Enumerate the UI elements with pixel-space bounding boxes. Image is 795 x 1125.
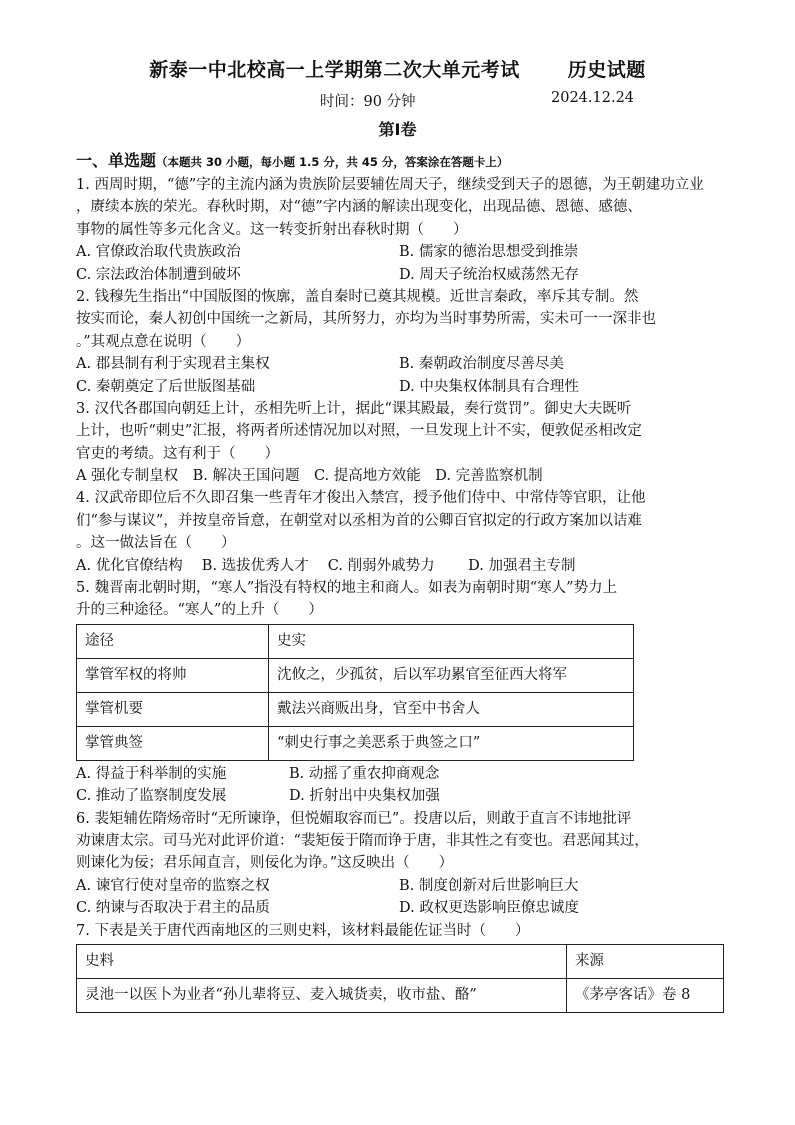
option-c: C. 推动了监察制度发展 bbox=[76, 788, 227, 805]
option-a: A. 郡县制有利于实现君主集权 bbox=[76, 356, 270, 373]
volume-heading: 第Ⅰ卷 bbox=[378, 120, 417, 139]
table-row bbox=[77, 692, 634, 726]
option-c: C. 宗法政治体制遭到破坏 bbox=[76, 266, 241, 283]
table-cell: 沈攸之，少孤贫，后以军功累官至征西大将军 bbox=[269, 658, 634, 692]
question-stem-line: ，赓续本族的荣光。春秋时期，对“德”字内涵的解读出现变化，出现品德、恩德、感德、 bbox=[76, 199, 642, 216]
option-a: A. 得益于科举制的实施 bbox=[76, 765, 227, 782]
table-row bbox=[77, 726, 634, 760]
question-stem-line: 升的三种途径。“寒人”的上升（ ） bbox=[76, 602, 323, 619]
question-3 bbox=[76, 398, 722, 488]
question-stem-line: 们“参与谋议”，并按皇帝旨意，在朝堂对以丞相为首的公卿百官拟定的行政方案加以诘难 bbox=[76, 512, 642, 529]
question-stem-line: 官吏的考绩。这有利于（ ） bbox=[76, 445, 279, 462]
option-row bbox=[76, 376, 722, 398]
table-cell: 掌管军权的将帅 bbox=[77, 658, 269, 692]
option-d: D. 中央集权体制具有合理性 bbox=[399, 378, 579, 395]
option-b: B. 秦朝政治制度尽善尽美 bbox=[399, 356, 564, 373]
table-header-row bbox=[77, 944, 724, 978]
question-list bbox=[76, 174, 722, 1015]
section-note: （本题共 30 小题，每小题 1.5 分，共 45 分，答案涂在答题卡上） bbox=[156, 155, 509, 169]
table-header-cell: 史料 bbox=[77, 944, 567, 978]
exam-time: 时间：90 分钟 bbox=[320, 94, 416, 110]
table-cell: 灵池一以医卜为业者“孙儿辈将豆、麦入城货卖，收市盐、酪” bbox=[77, 978, 567, 1012]
table-header-cell: 史实 bbox=[269, 624, 634, 658]
question-2 bbox=[76, 286, 722, 398]
question-5-table bbox=[76, 624, 634, 761]
section-heading bbox=[76, 148, 508, 171]
option-row: A. 优化官僚结构 B. 选拔优秀人才 C. 削弱外戚势力 D. 加强君主专制 bbox=[76, 557, 576, 574]
table-cell: 掌管机要 bbox=[77, 692, 269, 726]
question-stem-line: 。这一做法旨在（ ） bbox=[76, 535, 236, 552]
question-stem-line: 按实而论，秦人初创中国统一之新局，其所努力，亦均为当时事势所需，实未可一一深非也 bbox=[76, 311, 656, 328]
option-b: B. 儒家的德治思想受到推崇 bbox=[399, 244, 579, 261]
exam-subject: 历史试题 bbox=[567, 59, 646, 81]
option-b: B. 制度创新对后世影响巨大 bbox=[399, 877, 579, 894]
option-row bbox=[76, 875, 722, 897]
section-title: 一、单选题 bbox=[76, 151, 157, 170]
option-a: A. 谏官行使对皇帝的监察之权 bbox=[76, 877, 270, 894]
exam-title-text: 新泰一中北校高一上学期第二次大单元考试 bbox=[149, 59, 520, 81]
question-stem-line: 1. 西周时期，“德”字的主流内涵为贵族阶层要辅佐周天子，继续受到天子的恩德，为王朝建功立业 bbox=[76, 177, 704, 193]
option-d: D. 周天子统治权威荡然无存 bbox=[399, 266, 579, 283]
option-d: D. 政权更迭影响臣僚忠诚度 bbox=[399, 900, 579, 917]
question-1 bbox=[76, 174, 722, 286]
question-4 bbox=[76, 487, 722, 577]
option-row bbox=[76, 763, 722, 785]
table-row bbox=[77, 978, 724, 1012]
option-row bbox=[76, 241, 722, 263]
question-stem-line: 6. 裴矩辅佐隋炀帝时“无所谏诤，但悦媚取容而已”。投唐以后，则敢于直言不讳地批评 bbox=[76, 810, 632, 827]
question-stem-line: 事物的属性等多元化含义。这一转变折射出春秋时期（ ） bbox=[76, 221, 468, 238]
option-a: A. 官僚政治取代贵族政治 bbox=[76, 244, 241, 261]
question-7-table bbox=[76, 944, 724, 1013]
table-cell: 戴法兴商贩出身，官至中书舍人 bbox=[269, 692, 634, 726]
question-stem-line: 7. 下表是关于唐代西南地区的三则史料，该材料最能佐证当时（ ） bbox=[76, 922, 530, 939]
table-header-row bbox=[77, 624, 634, 658]
table-cell: 掌管典签 bbox=[77, 726, 269, 760]
question-stem-line: 。”其观点意在说明（ ） bbox=[76, 333, 251, 350]
option-c: C. 秦朝奠定了后世版图基础 bbox=[76, 378, 256, 395]
question-stem-line: 则谏化为佞；君乐闻直言，则佞化为诤。”这反映出（ ） bbox=[76, 855, 454, 872]
option-d: D. 折射出中央集权加强 bbox=[289, 788, 440, 805]
question-stem-line: 2. 钱穆先生指出“中国版图的恢廓，盖自秦时已奠其规模。近世言秦政，率斥其专制。然 bbox=[76, 288, 639, 305]
question-stem-line: 5. 魏晋南北朝时期，“寒人”指没有特权的地主和商人。如表为南朝时期“寒人”势力上 bbox=[76, 580, 618, 597]
table-header-cell: 途径 bbox=[77, 624, 269, 658]
option-row bbox=[76, 264, 722, 286]
question-6 bbox=[76, 808, 722, 920]
option-b: B. 动摇了重农抑商观念 bbox=[289, 765, 440, 782]
question-stem-line: 上计，也听“刺史”汇报，将两者所述情况加以对照，一旦发现上计不实，便敦促丞相改定 bbox=[76, 423, 642, 440]
table-header-cell: 来源 bbox=[567, 944, 724, 978]
question-5 bbox=[76, 577, 722, 808]
option-row bbox=[76, 353, 722, 375]
question-stem-line: 3. 汉代各郡国向朝廷上计，丞相先听上计，据此“课其殿最，奏行赏罚”。御史大夫既听 bbox=[76, 400, 632, 417]
table-cell: “刺史行事之美恶系于典签之口” bbox=[269, 726, 634, 760]
question-stem-line: 劝谏唐太宗。司马光对此评价道：“裴矩佞于隋而诤于唐，非其性之有变也。君恶闻其过， bbox=[76, 832, 649, 849]
option-row bbox=[76, 897, 722, 919]
question-stem-line: 4. 汉武帝即位后不久即召集一些青年才俊出入禁宫，授予他们侍中、中常侍等官职，让他 bbox=[76, 490, 646, 507]
exam-title bbox=[0, 55, 795, 82]
option-row bbox=[76, 785, 722, 807]
option-c: C. 纳谏与否取决于君主的品质 bbox=[76, 900, 270, 917]
question-7 bbox=[76, 920, 722, 1013]
exam-date: 2024.12.24 bbox=[551, 90, 635, 106]
table-cell: 《茅亭客话》卷 8 bbox=[567, 978, 724, 1012]
option-row: A 强化专制皇权 B. 解决王国问题 C. 提高地方效能 D. 完善监察机制 bbox=[76, 468, 543, 485]
table-row bbox=[77, 658, 634, 692]
